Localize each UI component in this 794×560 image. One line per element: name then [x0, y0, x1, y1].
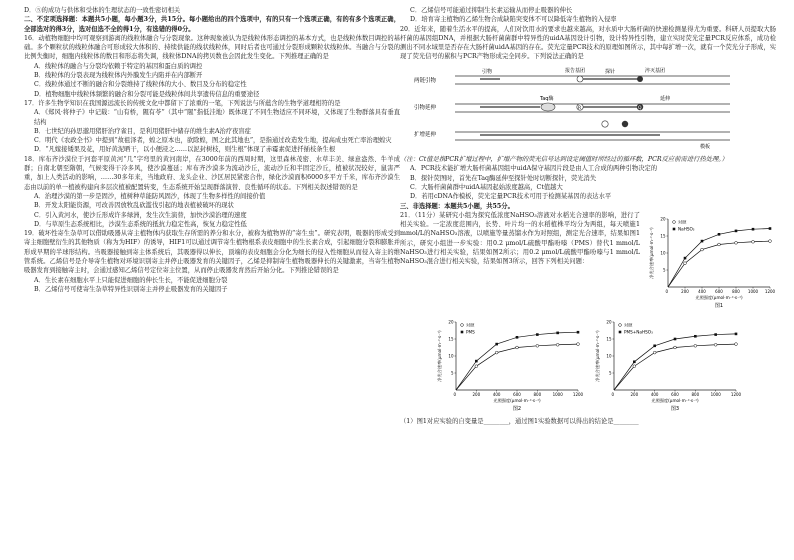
q19-option-d: D．培育寄主植物的乙烯生物合成缺陷突变体不可以降低寄生植物的入侵率: [410, 16, 617, 24]
y-axis-label: 净光合速率(μmol·m⁻²·s⁻¹): [595, 330, 600, 382]
question-20: 20．近年来，随着生活水平的提高，人们对饮用水的要求也越来越高，对水质中大肠杆菌的快速检测显得尤为重要。科研人员提取大肠杆菌的基因组DNA，并根据大肠杆菌菌群中特异性的uidA基因设计引物，设计特异性引物，建立实时荧光定量PCR反应体系，成功检测出不同水域里是否存在大肠杆菌uidA基因的存在。荧光定量PCR技术的原理如图所示，其中每扩增一次，就有一个荧光分子形成，实现了荧光信号的累积与PCR产物形成完全同步。下列说法正确的是: [400, 25, 776, 61]
chart-3-svg: [592, 316, 742, 412]
data-point: [653, 351, 656, 354]
data-point: [536, 345, 539, 348]
section-3-heading: 三、非选择题：本题共5小题，共55分。: [400, 202, 514, 210]
option-d-prev: D．⑤的成功与供体和受体的生理状态的一致性密切相关: [24, 7, 181, 14]
origin-label: 0: [611, 392, 614, 398]
figure-note: （注：Ct值是指PCR扩增过程中，扩增产物的荧光信号达到设定阈值时所经过的循环数，PCR反应前需进行热处理。）: [400, 156, 728, 164]
x-tick-label: 800: [732, 288, 740, 294]
figure-3: [592, 316, 742, 415]
q16-option-a: A．线粒体的融合与分裂均依赖于特定的基因和蛋白质的调控: [34, 62, 203, 70]
chart-2-svg: [434, 316, 584, 412]
q20-option-d: D．若用cDNA作模板，荧光定量PCR技术可用于检测某基因的表达水平: [410, 193, 612, 201]
data-point: [701, 248, 704, 251]
legend-marker-2: [673, 228, 676, 231]
x-tick-label: 200: [681, 288, 689, 294]
q21-block: [400, 211, 776, 314]
row2-label: 引物延伸: [414, 104, 437, 111]
data-point: [516, 346, 519, 349]
origin-label: 0: [453, 392, 456, 398]
y-tick-label: 20: [660, 216, 666, 222]
q21-subquestion-1: （1）图1对应实验的自变量是________，通过图1实验数据可以得出的结论是________: [400, 418, 639, 426]
data-point: [556, 332, 559, 335]
row1-label: 两链引物: [414, 77, 437, 84]
origin-label: 0: [665, 288, 668, 294]
legend-label-2: PMS: [466, 329, 475, 335]
data-point: [674, 346, 677, 349]
q17-option-c: C．明代《农政全书》中提到“故祖泽者，蝗之原本也，欲除蝗，图之此其地也”，是指通过改造发生地，提高成虫死亡率治理蝗灾: [34, 137, 392, 145]
x-tick-label: 1000: [747, 288, 759, 294]
legend-label-1: 对照: [678, 219, 687, 225]
series-line-1: [668, 228, 770, 286]
legend-label-2: NaHSO₃: [678, 226, 695, 232]
taq-enzyme-shape: [541, 103, 555, 111]
chart-caption: 图1: [714, 302, 724, 309]
x-tick-label: 200: [630, 392, 639, 398]
quencher-circle-1: [637, 76, 643, 82]
data-point: [714, 344, 717, 347]
x-tick-label: 800: [691, 392, 700, 398]
q20-option-c: C．大肠杆菌菌群中uidA基因起始浓度越高，Ct值越大: [410, 183, 563, 191]
q17-option-a: A．《郑风·将仲子》中记载：“山有桥，隰有苓”（其中“隰”指低洼地）既体现了不同生物适应不同环境，又体现了生物群落具有垂直结构: [34, 109, 400, 126]
series-line-0: [456, 344, 578, 390]
y-axis-label: 净光合速率(μmol·m⁻²·s⁻¹): [437, 330, 442, 382]
data-point: [684, 262, 687, 265]
q19-option-b: B．乙烯信号可使寄生杂草特异性识别寄主并停止吸器发育的关键因子: [34, 285, 228, 293]
legend-marker-1: [619, 324, 622, 327]
figure-1: [646, 213, 776, 312]
legend-marker-2: [619, 331, 622, 334]
x-tick-label: 600: [671, 392, 679, 398]
x-tick-label: 400: [650, 392, 659, 398]
series-line-0: [614, 344, 736, 390]
data-point: [475, 365, 478, 368]
data-point: [752, 240, 755, 243]
data-point: [735, 343, 738, 346]
q18-option-a: A．治理沙漠的第一步是固沙，植树种草能防风固沙，体现了生物多样性的间接价值: [34, 192, 266, 200]
data-point: [633, 365, 636, 368]
data-point: [495, 351, 498, 354]
released-quencher-circle: [622, 121, 628, 127]
legend-marker-2: [461, 331, 464, 334]
data-point: [735, 241, 738, 244]
extension-label: 延伸: [660, 95, 671, 102]
legend-label-1: 对照: [624, 322, 633, 328]
q17-option-d: D．“凡嫁接矮果及花，用好黄泥晒干，以小便浸之……以泥封树枝，则生根”体现了赤霉素促进扦插枝条生根: [34, 146, 336, 154]
data-point: [735, 333, 738, 336]
data-point: [769, 240, 772, 243]
x-axis-label: 光照强度(μmol·m⁻²·s⁻¹): [651, 398, 699, 404]
q18-option-d: D．与草原生态系统相比，沙漠生态系统的抵抗力稳定性高，恢复力稳定性低: [34, 220, 247, 228]
template-label: 模板: [700, 143, 711, 150]
data-point: [495, 343, 498, 346]
y-tick-label: 15: [448, 336, 454, 342]
figure-2: [434, 316, 584, 415]
x-tick-label: 800: [533, 392, 542, 398]
data-point: [769, 227, 772, 230]
chart-caption: 图3: [670, 406, 680, 413]
question-16: 16．动植物细胞中均可观察到游离的线粒体融合与分裂现象。这种现象被认为是线粒体形态调控的基本方式，也是线粒体数目调控的基础。多个颗粒状的线粒体融合可形成较大体积的、持续供能的线状线粒体，同时后者也可通过分裂形成颗粒状线粒体。当融合与分裂的比例失衡时，细胞内线粒体的数目和形态将失调，线粒体DNA的拷贝数也会因此发生变化。下列推理正确的是: [24, 34, 400, 61]
data-point: [536, 333, 539, 336]
probe-label: 探针: [605, 68, 616, 75]
released-reporter-circle: [602, 121, 608, 127]
row3-label: 扩增延伸: [414, 131, 437, 138]
question-19: 19．破坏性寄生杂草可以借助吸器从寄主植物体内获取生存所需的养分和水分，被称为植物界的“寄生虫”。研究表明，吸器的形成受到寄主细胞壁衍生的其他物质（称为为HIF）的诱导，HIF1可以通过调节寄生植物根系表皮细胞中的生长素合成，引起细胞分裂和膨胀并形成早期的半球形结构。当吸器接触到寄主体系统后，其吸器得以伸长，顶端的表皮细胞会分化为细长的侵入性细胞从而侵入寄主的维管系统。乙烯信号是介导寄生植物对环境识别寄主并停止吸器发育的关键因子，乙烯是抑制寄生植物吸器伸长的关键激素，当寄生植物吸器发育到接触寄主时，会通过感知乙烯信号定位寄主位置，从而停止吸器发育然后开始分化。下列推论错误的是: [24, 230, 400, 275]
data-point: [577, 331, 580, 334]
x-tick-label: 1200: [764, 288, 776, 294]
data-point: [556, 344, 559, 347]
y-tick-label: 20: [606, 319, 612, 325]
data-point: [718, 243, 721, 246]
legend-marker-1: [461, 324, 464, 327]
q16-option-c: C．线粒体通过不断的融合和分裂维持了线粒体的大小、数目及分布的稳定性: [34, 81, 247, 89]
legend-marker-1: [673, 220, 676, 223]
x-tick-label: 400: [492, 392, 501, 398]
y-tick-label: 15: [660, 233, 666, 239]
reporter-r-label: R: [578, 105, 582, 111]
series-line-1: [456, 329, 578, 390]
y-tick-label: 5: [662, 267, 666, 273]
question-21: 21．（11分）某研究小组为探究低浓度NaHSO₃溶液对水稻光合速率的影响，进行了相关实验。一定浓度范围内，长势、叶片均一的水稻植株平均分为两组，每天喷施1 mmol/L的NaHSO₃溶液，以喷施等量蒸馏水作为对照组，测定光合速率，结果如图1所示，研究小组进一步实验：用0.2 μmol/L硫酸甲酯吩嗪（PMS）替代1 mmol/L NaHSO₃进行相关实验，结果如图2所示；用0.2 μmol/L硫酸甲酯吩嗪与1 mmol/L NaHSO₃混合进行相关实验，结果如图3所示，回答下列相关问题：: [400, 211, 640, 266]
x-tick-label: 1000: [552, 392, 563, 398]
q17-option-b: B．七世纪的孙思邈用猪肝治疗雀目，是利用猪肝中储存的维生素A治疗夜盲症: [34, 127, 251, 135]
x-axis-label: 光照强度(μmol·m⁻²·s⁻¹): [493, 398, 541, 404]
y-tick-label: 10: [606, 353, 612, 359]
data-point: [735, 229, 738, 232]
x-tick-label: 1200: [572, 392, 584, 398]
quencher-q-label: Q: [638, 105, 642, 111]
data-point: [653, 345, 656, 348]
data-point: [674, 338, 677, 341]
y-tick-label: 10: [448, 353, 454, 359]
y-tick-label: 15: [606, 336, 612, 342]
y-tick-label: 20: [448, 319, 454, 325]
x-tick-label: 600: [715, 288, 723, 294]
reporter-circle-1: [577, 76, 583, 82]
y-tick-label: 10: [660, 250, 666, 256]
pcr-diagram-svg: [400, 64, 776, 150]
data-point: [694, 345, 697, 348]
chart-caption: 图2: [512, 406, 522, 413]
series-line-0: [668, 241, 770, 287]
data-point: [475, 360, 478, 363]
q20-option-a: A．PCR技术能扩增大肠杆菌基因组中uidA保守基因片段是由人工合成的两种引物决定的: [410, 165, 658, 173]
q19-option-a: A．生长素在细胞水平上只能促进细胞的伸长生长，不能促进细胞分裂: [34, 276, 228, 284]
left-column: [24, 6, 400, 294]
figures-2-3: [400, 314, 776, 417]
q20-option-b: B．探针荧图时，首先在Taq酶延伸至探针处时切断探针，荧光消失: [410, 174, 597, 182]
y-axis-label: 净光合速率(μmol·m⁻²·s⁻¹): [649, 227, 654, 279]
y-tick-label: 5: [450, 370, 454, 376]
y-tick-label: 5: [608, 370, 612, 376]
data-point: [714, 333, 717, 336]
q16-option-d: D．植物细胞中线粒体频繁的融合和分裂可能是线粒体间共享遗传信息的重要途径: [34, 90, 260, 98]
series-line-1: [614, 334, 736, 390]
quencher-label: 淬灭基团: [645, 67, 666, 74]
q18-option-b: B．开发太阳能资源，可改善因放牧乱砍滥伐引起的地表植被破坏的现状: [34, 202, 234, 210]
q19-option-c: C．乙烯信号可能通过抑制生长素运输从而停止吸器的伸长: [410, 7, 573, 14]
data-point: [718, 233, 721, 236]
x-axis-label: 光照强度(μmol·m⁻²·s⁻¹): [695, 294, 743, 300]
right-column: [400, 6, 776, 427]
x-tick-label: 200: [472, 392, 481, 398]
pcr-diagram: [400, 64, 776, 153]
data-point: [684, 257, 687, 260]
data-point: [694, 335, 697, 338]
data-point: [516, 336, 519, 339]
q16-option-b: B．线粒体的分裂表现为线粒体内外膜发生内陷并在内部断开: [34, 72, 203, 80]
x-tick-label: 400: [698, 288, 706, 294]
legend-label-2: PMS+NaHSO₃: [624, 329, 653, 335]
x-tick-label: 1000: [710, 392, 721, 398]
q18-option-c: C．引入黄河水，使沙丘形成许多绿洲，发生次生演替，加快沙漠治理的速度: [34, 211, 247, 219]
legend-label-1: 对照: [466, 322, 475, 328]
taq-label: Taq酶: [540, 95, 554, 102]
data-point: [633, 361, 636, 364]
data-point: [752, 228, 755, 231]
data-point: [701, 240, 704, 243]
question-17: 17．许多生物学知识在我国源远流长的传统文化中都留下了浓重的一笔，下列说法与所蕴含的生物学道理相符的是: [24, 99, 341, 107]
x-tick-label: 600: [513, 392, 521, 398]
data-point: [577, 343, 580, 346]
x-tick-label: 1200: [730, 392, 742, 398]
chart-1-svg: [646, 213, 776, 309]
section-2-heading: 二、不定项选择题：本题共5小题，每小题3分，共15分。每小题给出的四个选项中，有的只有一个选项正确，有的有多个选项正确，全部选对的得3分，选对但选不全的得1分，有选错的得0分。: [24, 16, 400, 33]
reporter-label: 报告基团: [565, 67, 586, 74]
primer-label: 引物: [482, 68, 493, 75]
question-18: 18．库布齐沙漠位于河套平原黄河“几”字弯里的黄河南岸，在3000年前的西周时期，这里森林茂密、水草丰美、绿意盎然、牛羊成群；自南北朝至隋朝，气候变得干冷多风，使沙漠蔓延；库布齐沙漠多为流动沙丘，流动沙丘和半固定沙丘，植被状况较好，鼠害严重，加上人类活动的影响，……30多年来，当地政府、龙头企业、沙区居民紧密合作，绿化沙漠面积6000多平方千米，库布齐沙漠生态由以前的单一植被构建向多层次植被配置转变，生态系统开始呈现群落演替、良性循环的状态。下列相关叙述错误的是: [24, 155, 400, 191]
